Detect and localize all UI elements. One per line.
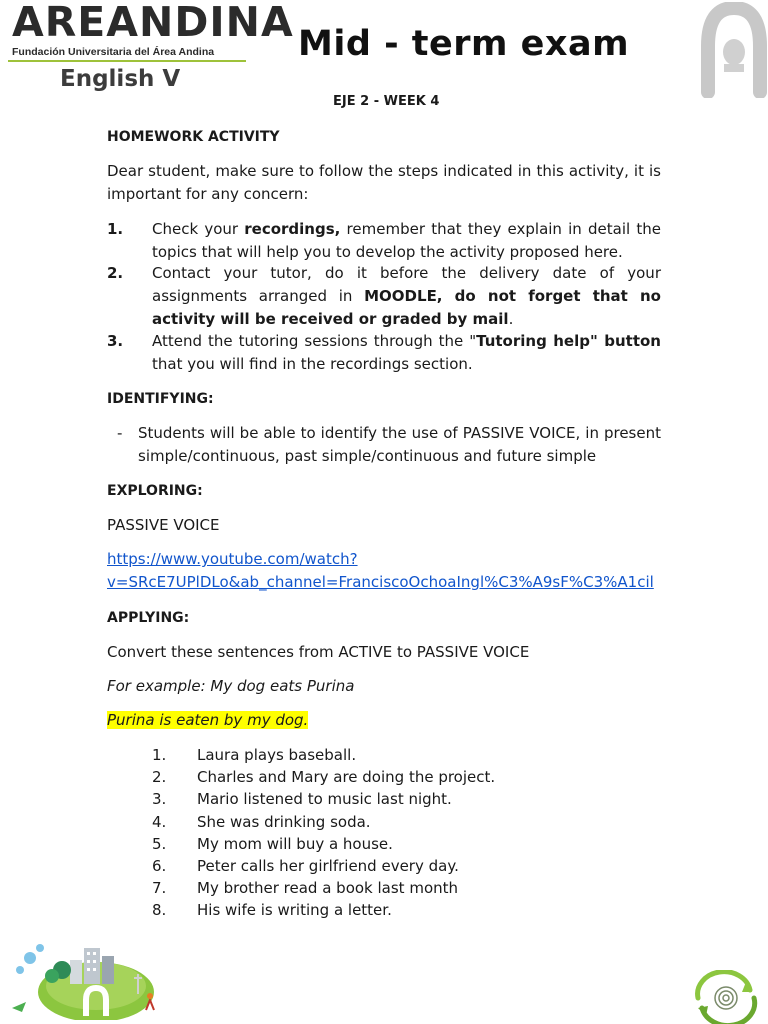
step-number: 3.: [107, 332, 124, 350]
sentence-number: 2.: [152, 768, 167, 786]
applying-instruction: Convert these sentences from ACTIVE to PASSIVE VOICE: [107, 643, 530, 661]
sentence-text: Mario listened to music last night.: [197, 790, 452, 808]
logo-divider: [8, 60, 246, 62]
list-item: [152, 899, 392, 921]
step-number: 1.: [107, 220, 124, 238]
step-text: Check your: [152, 220, 245, 238]
list-item: [152, 744, 356, 766]
exploring-topic: PASSIVE VOICE: [107, 516, 220, 534]
eco-city-illustration-icon: [6, 930, 166, 1020]
list-item: [152, 788, 452, 810]
sentence-number: 8.: [152, 901, 167, 919]
page-title: Mid - term exam: [298, 24, 630, 64]
step-emphasis: recordings,: [244, 220, 341, 238]
week-label: EJE 2 - WEEK 4: [333, 94, 440, 109]
sentence-number: 1.: [152, 746, 167, 764]
list-item: [152, 877, 458, 899]
example-answer: [107, 709, 661, 732]
highlighted-answer: Purina is eaten by my dog.: [107, 711, 309, 729]
step-emphasis: MOODLE, do not forget that no activity will be received or graded by mail: [152, 287, 661, 328]
sentence-number: 7.: [152, 879, 167, 897]
applying-heading: APPLYING:: [107, 610, 190, 626]
bullet-dash: -: [117, 424, 123, 442]
sentence-text: His wife is writing a letter.: [197, 901, 392, 919]
sentence-number: 4.: [152, 813, 167, 831]
step-text: Contact your tutor, do it before the delivery date of your assignments arranged in: [152, 264, 661, 305]
list-item: [117, 422, 661, 468]
step-emphasis: Tutoring help" button: [476, 332, 661, 350]
sentence-text: She was drinking soda.: [197, 813, 371, 831]
step-text: that you will find in the recordings section.: [152, 355, 473, 373]
homework-heading: HOMEWORK ACTIVITY: [107, 129, 280, 145]
identifying-heading: IDENTIFYING:: [107, 391, 214, 407]
recycle-fingerprint-icon: [688, 970, 764, 1024]
course-title: English V: [60, 66, 181, 92]
step-item: [107, 262, 661, 331]
brand-logo-subtitle: Fundación Universitaria del Área Andina: [12, 46, 215, 58]
list-item: [152, 766, 495, 788]
sentence-number: 6.: [152, 857, 167, 875]
youtube-link[interactable]: [107, 548, 661, 594]
homework-intro: Dear student, make sure to follow the steps indicated in this activity, it is important for any concern:: [107, 162, 661, 203]
sentence-text: Peter calls her girlfriend every day.: [197, 857, 459, 875]
sentence-text: Laura plays baseball.: [197, 746, 357, 764]
sentence-number: 3.: [152, 790, 167, 808]
areandina-mark-icon: [700, 2, 768, 98]
step-text: .: [508, 310, 514, 328]
list-item: [152, 833, 393, 855]
sentence-number: 5.: [152, 835, 167, 853]
step-item: [107, 330, 661, 376]
link-line: https://www.youtube.com/watch?: [107, 550, 358, 568]
step-text: remember that they explain in detail the topics that will help you to develop the activity proposed here.: [152, 220, 661, 261]
list-item: [152, 855, 459, 877]
step-number: 2.: [107, 264, 124, 282]
sentence-text: Charles and Mary are doing the project.: [197, 768, 496, 786]
step-item: [107, 218, 661, 264]
example-sentence: For example: My dog eats Purina: [107, 677, 355, 695]
sentence-text: My mom will buy a house.: [197, 835, 393, 853]
identifying-text: Students will be able to identify the use of PASSIVE VOICE, in present simple/continuous, past simple/continuous and future simple: [138, 424, 661, 465]
brand-logo-wordmark: AREANDINA: [12, 0, 294, 46]
step-text: Attend the tutoring sessions through the ": [152, 332, 477, 350]
sentence-text: My brother read a book last month: [197, 879, 459, 897]
link-line: v=SRcE7UPlDLo&ab_channel=FranciscoOchoaIngl%C3%A9sF%C3%A1cil: [107, 573, 654, 591]
exploring-heading: EXPLORING:: [107, 483, 203, 499]
list-item: [152, 811, 371, 833]
